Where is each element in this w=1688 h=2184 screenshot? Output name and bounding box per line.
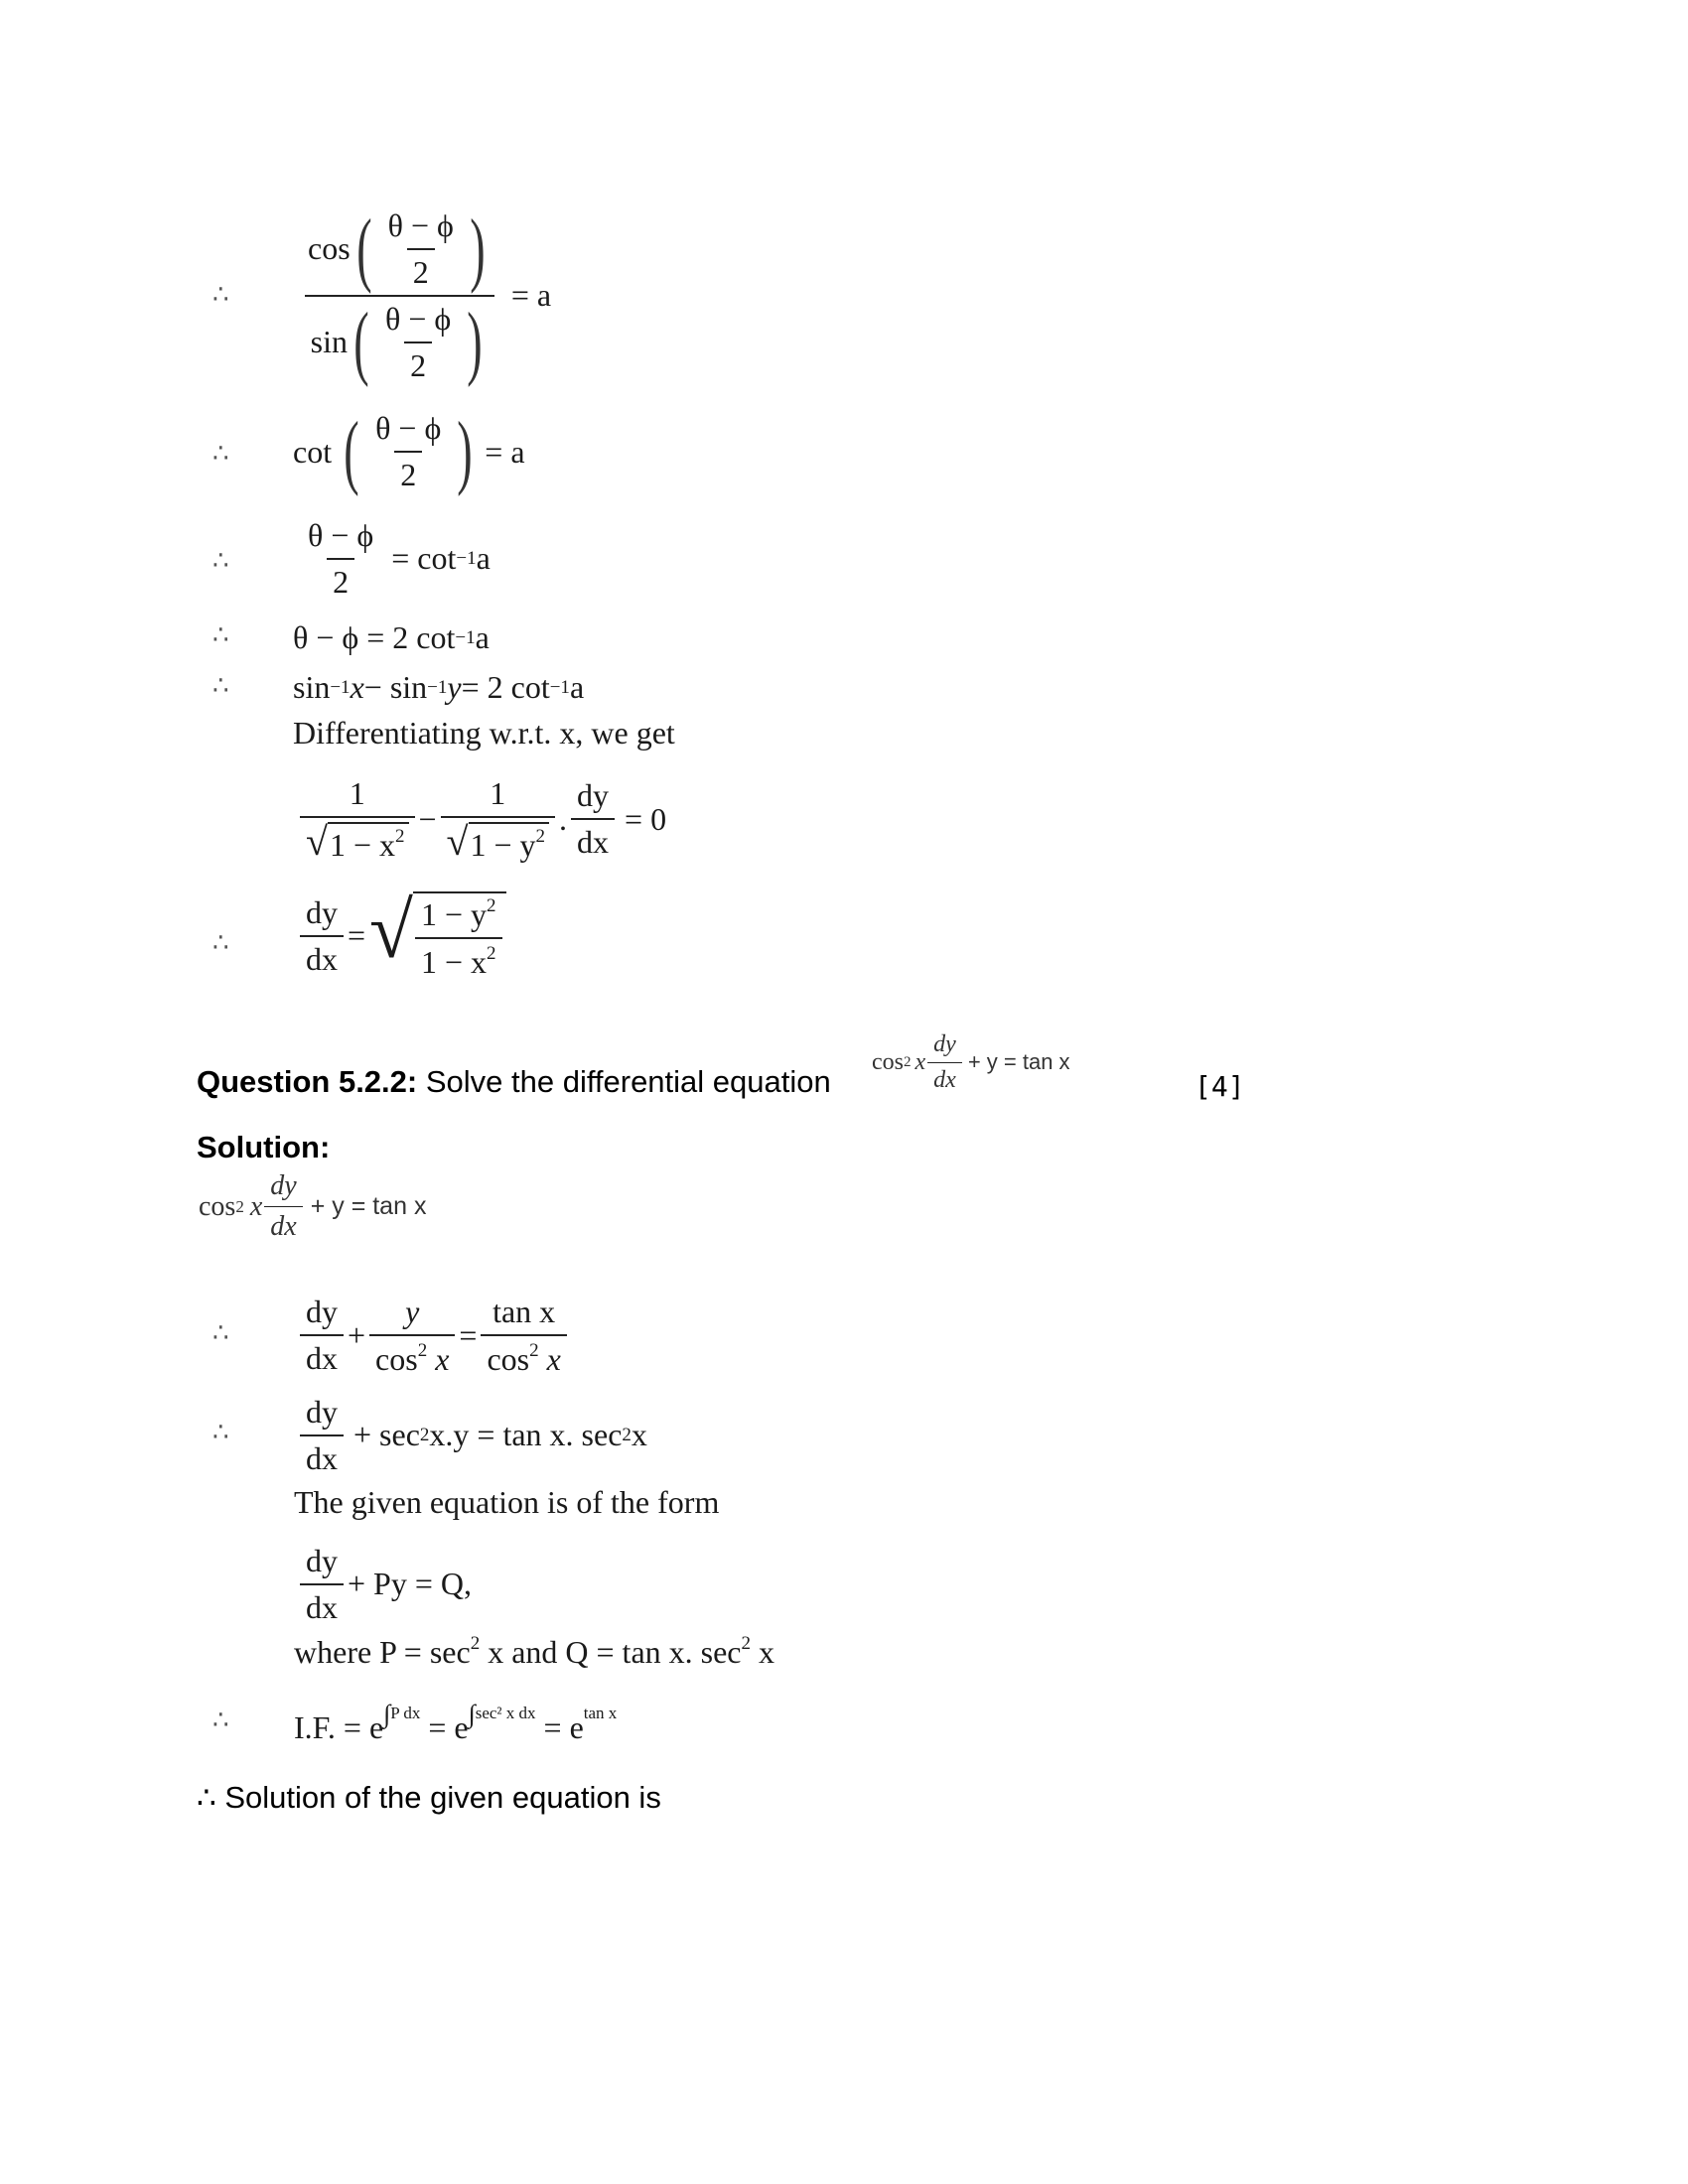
denominator-2: 2	[327, 558, 354, 601]
if-label: I.F. = e	[294, 1709, 384, 1745]
equals-e: = e	[535, 1709, 584, 1745]
variable-y: y	[405, 1293, 420, 1329]
therefore-symbol: ∴	[212, 928, 229, 958]
marks-badge: [4]	[1195, 1070, 1245, 1103]
one-minus-y: 1 − y	[420, 895, 487, 932]
dx: dx	[300, 1434, 344, 1477]
inverse-exponent: −1	[455, 626, 476, 648]
variable-x: x	[249, 1190, 263, 1222]
therefore-symbol: ∴	[212, 546, 229, 576]
square-exponent: 2	[470, 1633, 481, 1654]
solution-conclusion: ∴ Solution of the given equation is	[197, 1780, 661, 1815]
equals-zero: = 0	[625, 800, 667, 837]
variable-y: y	[447, 669, 462, 705]
inverse-exponent: −1	[456, 547, 477, 569]
equation-sec-form	[296, 1388, 647, 1482]
square-exponent: 2	[395, 825, 405, 847]
square-exponent: 2	[535, 825, 546, 847]
inverse-exponent: −1	[427, 676, 448, 698]
cos-function: cos	[487, 1340, 530, 1377]
therefore-symbol: ∴	[212, 280, 229, 310]
inverse-exponent: −1	[549, 676, 570, 698]
variable-a: a	[569, 669, 585, 705]
lhs-text: θ − ϕ = 2 cot	[293, 619, 456, 655]
one-minus-x: 1 − x	[329, 826, 395, 863]
dy: dy	[306, 1393, 338, 1430]
inverse-exponent: −1	[330, 676, 351, 698]
theta-minus-phi: θ − ϕ	[308, 516, 374, 553]
square-exponent: 2	[487, 894, 496, 916]
denominator-2: 2	[404, 341, 432, 384]
variable-a: a	[475, 619, 490, 655]
sin-function: sin	[310, 324, 348, 359]
equals-sign: =	[459, 1316, 478, 1353]
variable-x: x	[350, 669, 364, 705]
integral-sign: ∫	[383, 1700, 391, 1728]
equals-e: = e	[420, 1709, 469, 1745]
equation-cot: cot ( $\frac{\theta - \phi}{2}$ ) = a	[293, 405, 525, 497]
dot-operator: .	[559, 800, 568, 837]
variable-x: x	[427, 1340, 450, 1377]
square-exponent: 2	[235, 1196, 244, 1216]
therefore-symbol: ∴	[212, 671, 229, 701]
given-equation	[199, 1169, 426, 1244]
equation-inverse-sines	[293, 665, 584, 710]
variable-x: x	[751, 1634, 774, 1670]
dx: dx	[300, 1334, 344, 1377]
numerator-1: 1	[490, 774, 506, 811]
exponent-tan-x: tan x	[583, 1704, 618, 1722]
equation-derivative: 1 √ $1 - x^2$ − 1 √ $1 - y^2$ . $\frac{dy}{dx}$ = 0	[296, 764, 666, 874]
equation-dy-dx-result: $\frac{dy}{dx}$ = √ $\frac{1 - y^2}{1 - x^2}$	[296, 884, 506, 988]
equation-divided-form	[296, 1286, 571, 1385]
square-exponent: 2	[417, 1339, 428, 1361]
theta-minus-phi: θ − ϕ	[384, 300, 452, 337]
dx: dx	[927, 1062, 962, 1094]
equals-a: = a	[510, 277, 552, 313]
equation-rest: + y = tan x	[967, 1049, 1070, 1074]
square-exponent: 2	[419, 1424, 430, 1445]
where-p-q-definition	[294, 1633, 774, 1671]
cos-function: cos	[375, 1340, 418, 1377]
square-exponent: 2	[622, 1424, 632, 1445]
one-minus-x: 1 − x	[420, 943, 487, 980]
denominator-2: 2	[394, 451, 422, 493]
where-p-text: where P = sec	[294, 1634, 471, 1670]
question-label: Question 5.2.2:	[197, 1064, 418, 1099]
therefore-symbol: ∴	[212, 1318, 229, 1348]
dy: dy	[270, 1170, 297, 1201]
square-exponent: 2	[487, 942, 496, 964]
dx: dx	[300, 1583, 344, 1626]
square-exponent: 2	[904, 1053, 912, 1070]
integrating-factor	[294, 1700, 617, 1746]
therefore-symbol: ∴	[212, 1706, 229, 1735]
equals-a: = a	[485, 433, 525, 470]
equals-sign: =	[348, 917, 366, 953]
cos-function: cos	[872, 1048, 904, 1075]
square-exponent: 2	[529, 1339, 539, 1361]
exponent-sec2x-dx: sec² x dx	[475, 1704, 536, 1722]
minus-sign: −	[418, 800, 437, 837]
question-text	[197, 1064, 831, 1100]
dy: dy	[306, 1542, 338, 1578]
sin-function: sin	[293, 669, 331, 705]
numerator-1: 1	[349, 774, 365, 811]
question-body: Solve the differential equation	[417, 1064, 831, 1099]
solution-heading: Solution:	[197, 1130, 331, 1164]
dx: dx	[264, 1206, 302, 1243]
question-equation	[872, 1027, 1070, 1097]
differentiating-text: Differentiating w.r.t. x, we get	[293, 715, 675, 751]
equals-2cot: = 2 cot	[461, 669, 550, 705]
variable-a: a	[476, 540, 491, 576]
equation-rest: + y = tan x	[310, 1192, 427, 1220]
therefore-symbol: ∴	[212, 1418, 229, 1447]
dy: dy	[306, 1294, 338, 1329]
tan-x: tan x	[492, 1293, 556, 1329]
dx: dx	[571, 818, 615, 861]
dx: dx	[300, 935, 344, 978]
equation-cos-over-sin: cos ( $\frac{\theta - \phi}{2}$ ) sin ( $\frac{\theta - \phi}{2}$ ) = a	[298, 199, 551, 392]
dy: dy	[577, 777, 610, 813]
equation-middle: x.y = tan x. sec	[429, 1417, 623, 1452]
therefore-symbol: ∴	[212, 439, 229, 469]
variable-x: x	[631, 1417, 647, 1452]
integral-sign: ∫	[468, 1700, 476, 1728]
equation-theta-minus-phi	[293, 615, 490, 660]
theta-minus-phi: θ − ϕ	[375, 410, 442, 446]
plus-py-equals-q: + Py = Q,	[348, 1566, 472, 1601]
cos-function: cos	[308, 230, 351, 266]
equation-half-angle	[298, 511, 491, 606]
plus-sign: +	[348, 1316, 366, 1353]
plus-sec: + sec	[353, 1417, 420, 1452]
minus-sin: − sin	[363, 669, 428, 705]
variable-x: x	[914, 1048, 926, 1075]
and-q-text: x and Q = tan x. sec	[480, 1634, 742, 1670]
theta-minus-phi: θ − ϕ	[387, 206, 454, 243]
dy: dy	[933, 1030, 956, 1057]
denominator-2: 2	[407, 248, 435, 291]
therefore-symbol: ∴	[212, 620, 229, 650]
equals-cot: = cot	[391, 540, 457, 576]
linear-form-equation	[296, 1537, 472, 1631]
form-description: The given equation is of the form	[294, 1484, 720, 1520]
square-exponent: 2	[741, 1633, 751, 1654]
exponent-p-dx: P dx	[390, 1704, 421, 1722]
cos-function: cos	[199, 1190, 236, 1222]
one-minus-y: 1 − y	[470, 826, 536, 863]
dy: dy	[306, 893, 338, 930]
variable-x: x	[538, 1340, 561, 1377]
cot-function: cot	[293, 433, 333, 470]
